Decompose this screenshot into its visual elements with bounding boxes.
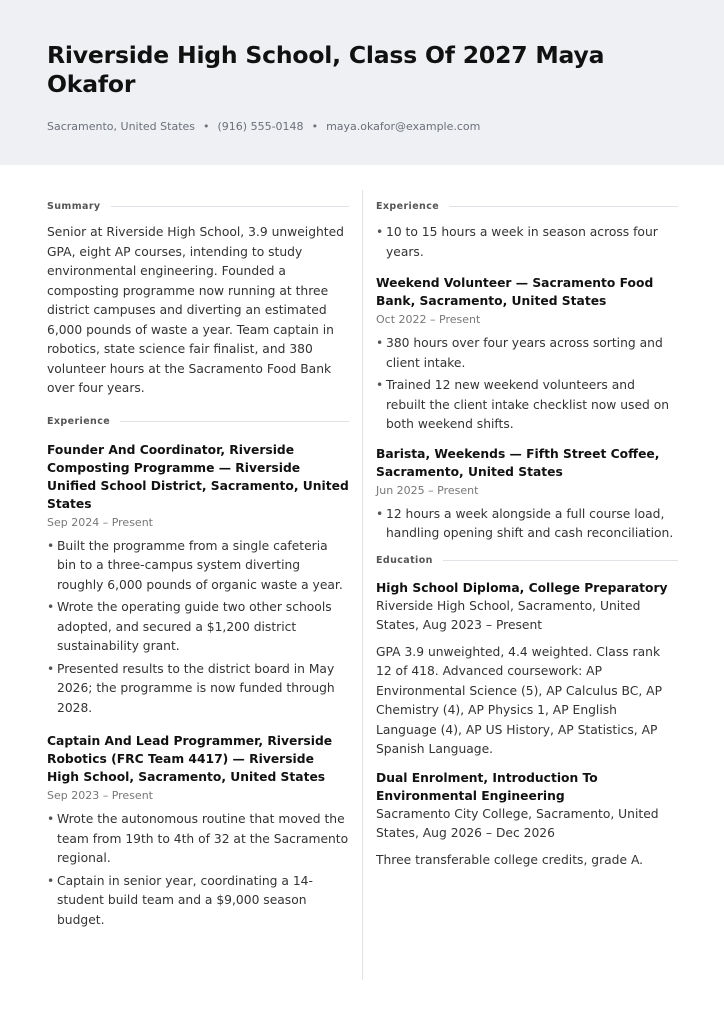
job-date: Oct 2022 – Present <box>376 313 481 326</box>
summary-text: Senior at Riverside High School, 3.9 unweighted GPA, eight AP courses, intending to study environmental engineering. Founded a composting programme now running at three district campuses and diverting an estimated 6,000 pounds of waste a year. Team captain in robotics, state science fair finalist, and 380 volunteer hours at the Sacramento Food Bank over four years. <box>47 225 344 395</box>
section-heading-experience: Experience <box>376 199 678 213</box>
bullet-item: • Wrote the operating guide two other schools adopted, and secured a $1,200 district sustainability grant. <box>47 598 349 657</box>
bullet-item: • 380 hours over four years across sorting and client intake. <box>376 334 678 373</box>
job-bullets <box>47 810 349 930</box>
contact-separator: • <box>311 120 319 133</box>
education-details: Three transferable college credits, grade A. <box>376 852 644 867</box>
bullet-item: • 12 hours a week alongside a full course load, handling opening shift and cash reconciliation. <box>376 505 678 544</box>
education-details: GPA 3.9 unweighted, 4.4 weighted. Class rank 12 of 418. Advanced coursework: AP Environmental Science (5), AP Calculus BC, AP Chemistry (4), AP Physics 1, AP English Language (4), AP US History, AP Statistics, AP Spanish Language. <box>376 644 662 756</box>
section-heading-education: Education <box>376 554 678 568</box>
job-date: Jun 2025 – Present <box>376 483 479 497</box>
section-heading-summary: Summary <box>47 199 349 213</box>
experience-entry <box>47 441 349 719</box>
experience-entry <box>47 732 349 930</box>
bullet-item: • Captain in senior year, coordinating a 14-student build team and a $9,000 season budget. <box>47 872 349 931</box>
job-bullets <box>376 334 678 435</box>
bullet-item: • 10 to 15 hours a week in season across four years. <box>376 223 678 262</box>
degree-title: Dual Enrolment, Introduction To Environmental Engineering <box>376 770 598 803</box>
job-bullets <box>47 537 349 719</box>
column-divider <box>362 190 363 980</box>
contact-phone: (916) 555-0148 <box>217 120 304 133</box>
job-date: Sep 2023 – Present <box>47 789 153 802</box>
bullet-item: • Trained 12 new weekend volunteers and rebuilt the client intake checklist now used on both weekend shifts. <box>376 376 678 435</box>
school-line: Riverside High School, Sacramento, United States, Aug 2023 – Present <box>376 598 641 632</box>
education-entry <box>376 769 678 871</box>
job-title: Captain And Lead Programmer, Riverside Robotics (FRC Team 4417) — Riverside High School, Sacramento, United States <box>47 734 333 784</box>
bullet-item: • Presented results to the district board in May 2026; the programme is now funded through 2028. <box>47 660 349 719</box>
right-column <box>376 199 678 870</box>
contact-line <box>47 120 480 134</box>
contact-location: Sacramento, United States <box>47 120 196 133</box>
contact-email: maya.okafor@example.com <box>326 120 481 133</box>
continued-bullets <box>376 223 678 262</box>
job-date: Sep 2024 – Present <box>47 515 153 529</box>
candidate-name: Riverside High School, Class Of 2027 Maya Okafor <box>47 41 605 98</box>
left-column <box>47 199 349 933</box>
job-title: Weekend Volunteer — Sacramento Food Bank, Sacramento, United States <box>376 276 654 308</box>
degree-title: High School Diploma, College Preparatory <box>376 580 668 595</box>
experience-entry <box>376 274 678 435</box>
job-title: Barista, Weekends — Fifth Street Coffee, Sacramento, United States <box>376 446 660 479</box>
job-title: Founder And Coordinator, Riverside Composting Programme — Riverside Unified School District, Sacramento, United States <box>47 442 349 511</box>
education-entry <box>376 579 678 760</box>
section-heading-experience: Experience <box>47 415 349 429</box>
bullet-item: • Built the programme from a single cafeteria bin to a three-campus system diverting roughly 6,000 pounds of organic waste a year. <box>47 537 349 596</box>
resume-header <box>0 0 724 165</box>
contact-separator: • <box>203 120 210 133</box>
school-line: Sacramento City College, Sacramento, United States, Aug 2026 – Dec 2026 <box>376 806 659 840</box>
job-bullets <box>376 505 678 544</box>
bullet-item: • Wrote the autonomous routine that moved the team from 19th to 4th of 32 at the Sacramento regional. <box>47 810 349 869</box>
experience-entry <box>376 445 678 544</box>
